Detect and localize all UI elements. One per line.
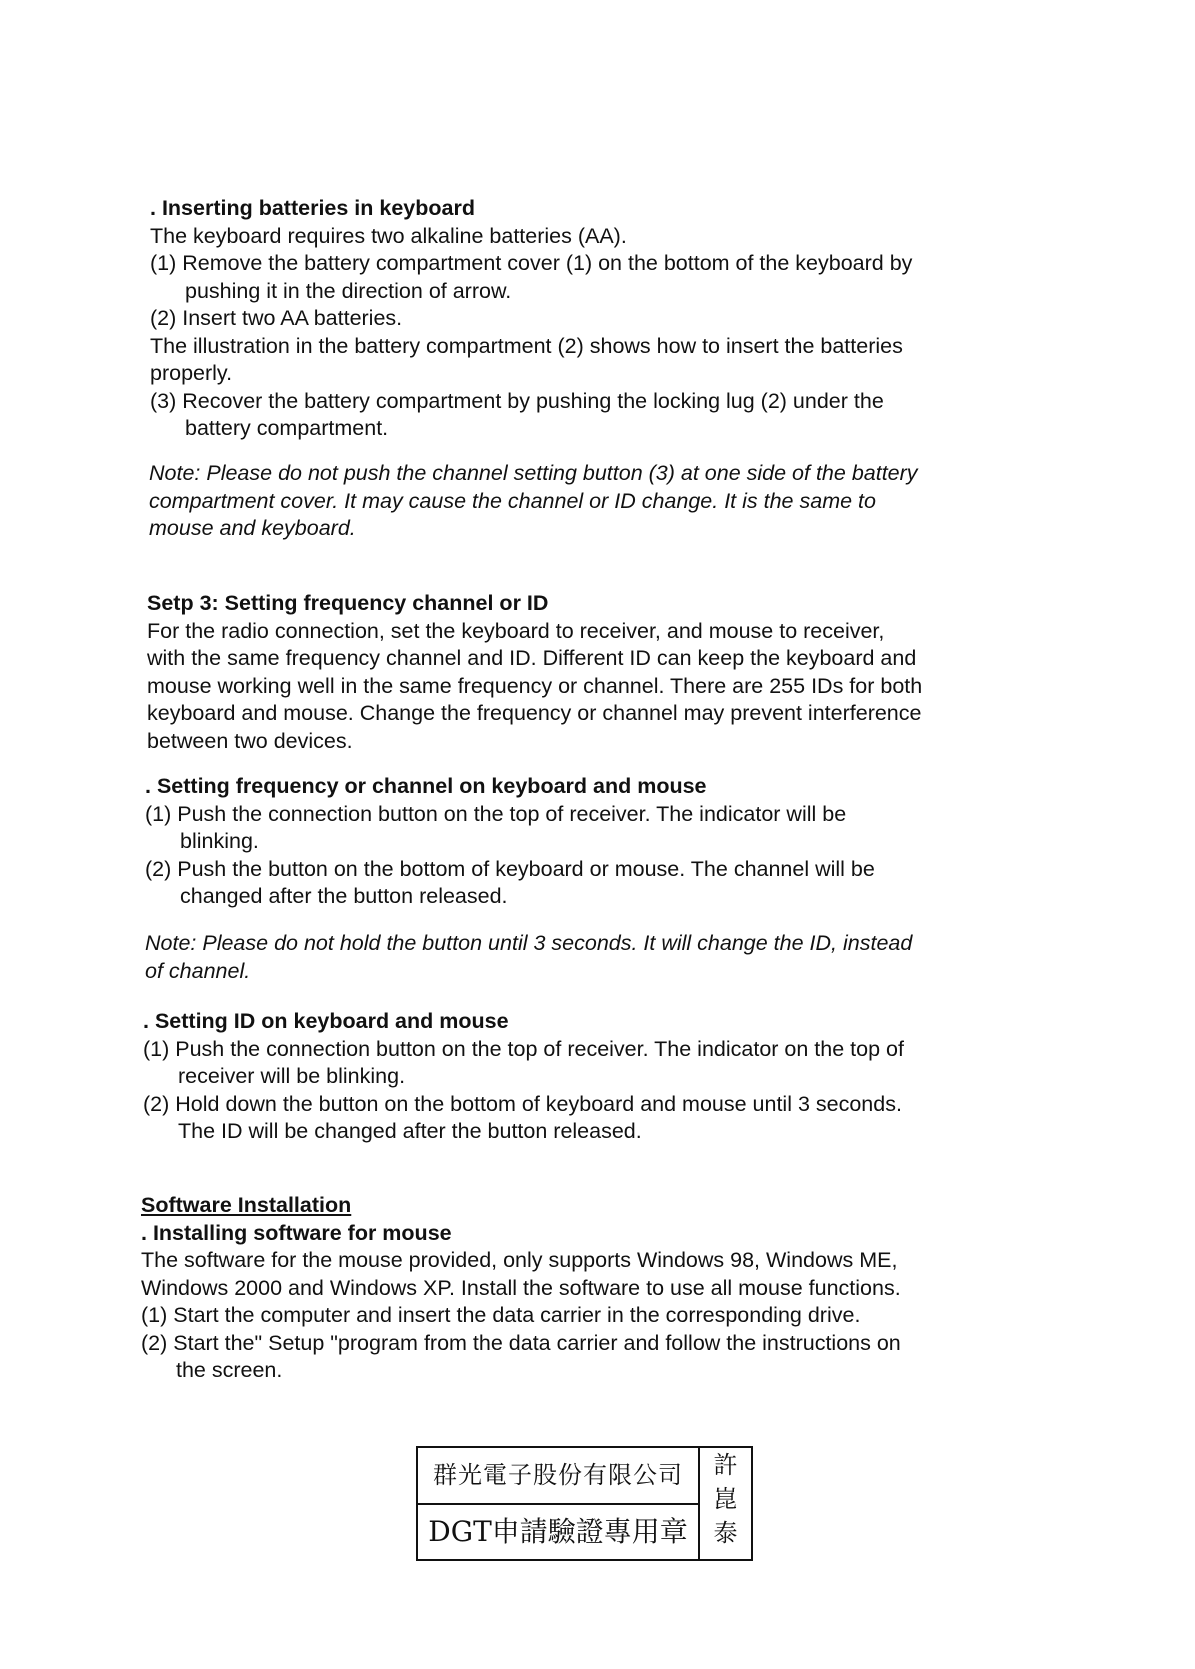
list-item-line: (2) Hold down the button on the bottom of keyboard and mouse until 3 seconds. (143, 1091, 902, 1116)
list-item-continuation: receiver will be blinking. (178, 1064, 406, 1088)
stamp-person-name (700, 1448, 751, 1559)
list-item-line: (1) Remove the battery compartment cover (1) on the bottom of the keyboard by (150, 251, 913, 275)
section-heading: Setp 3: Setting frequency channel or ID (147, 591, 549, 615)
stamp-purpose: DGT申請驗證專用章 (428, 1515, 688, 1548)
stamp-company-name: 群光電子股份有限公司 (418, 1448, 698, 1505)
section-title: Software Installation (141, 1193, 352, 1217)
paragraph-line: For the radio connection, set the keyboard to receiver, and mouse to receiver, (147, 618, 885, 643)
note-line: compartment cover. It may cause the channel or ID change. It is the same to (149, 488, 876, 513)
paragraph-line: properly. (150, 361, 233, 385)
list-item-line: (2) Insert two AA batteries. (150, 306, 403, 330)
note-line: mouse and keyboard. (149, 516, 356, 540)
list-item-continuation: battery compartment. (185, 416, 389, 440)
note-line: of channel. (145, 958, 251, 983)
list-item-line: (1) Push the connection button on the top of receiver. The indicator will be (145, 801, 847, 826)
company-stamp (416, 1446, 753, 1561)
stamp-name-char: 泰 (713, 1519, 738, 1547)
note-channel (145, 930, 912, 985)
list-item-continuation: pushing it in the direction of arrow. (185, 278, 512, 303)
list-item-line: (2) Push the button on the bottom of keyboard or mouse. The channel will be (145, 856, 875, 881)
section-inserting-batteries (150, 195, 912, 443)
stamp-name-char: 崑 (713, 1485, 738, 1513)
paragraph-line: mouse working well in the same frequency or channel. There are 255 IDs for both (147, 673, 923, 698)
paragraph-line: with the same frequency channel and ID. Different ID can keep the keyboard and (147, 646, 917, 670)
note-battery (149, 460, 918, 543)
paragraph-line: between two devices. (147, 728, 353, 753)
stamp-left-panel (418, 1448, 700, 1559)
paragraph-line: keyboard and mouse. Change the frequency or channel may prevent interference (147, 701, 922, 725)
paragraph-line: The keyboard requires two alkaline batteries (AA). (150, 223, 627, 248)
section-setting-frequency (147, 590, 922, 755)
list-item-line: (2) Start the" Setup "program from the data carrier and follow the instructions on (141, 1330, 901, 1355)
list-item-continuation: blinking. (180, 829, 259, 853)
paragraph-line: The software for the mouse provided, only supports Windows 98, Windows ME, (141, 1248, 898, 1272)
section-heading: . Inserting batteries in keyboard (150, 196, 475, 220)
section-setting-channel (145, 773, 875, 911)
paragraph-line: Windows 2000 and Windows XP. Install the software to use all mouse functions. (141, 1275, 901, 1300)
list-item-continuation: the screen. (176, 1358, 283, 1382)
section-setting-id (143, 1008, 904, 1146)
list-item-line: (3) Recover the battery compartment by pushing the locking lug (2) under the (150, 388, 884, 413)
list-item-continuation: changed after the button released. (180, 884, 508, 908)
list-item-continuation: The ID will be changed after the button released. (178, 1119, 642, 1143)
section-heading: . Setting frequency or channel on keyboard and mouse (145, 774, 707, 798)
paragraph-line: The illustration in the battery compartment (2) shows how to insert the batteries (150, 333, 903, 358)
list-item-line: (1) Push the connection button on the top of receiver. The indicator on the top of (143, 1036, 904, 1061)
section-software-installation (141, 1192, 901, 1385)
section-heading: . Setting ID on keyboard and mouse (143, 1009, 509, 1033)
note-line: Note: Please do not hold the button until 3 seconds. It will change the ID, instead (145, 931, 913, 955)
list-item-line: (1) Start the computer and insert the data carrier in the corresponding drive. (141, 1303, 861, 1327)
stamp-name-char: 許 (713, 1451, 738, 1479)
note-line: Note: Please do not push the channel setting button (3) at one side of the battery (149, 461, 918, 485)
section-heading: . Installing software for mouse (141, 1220, 452, 1245)
